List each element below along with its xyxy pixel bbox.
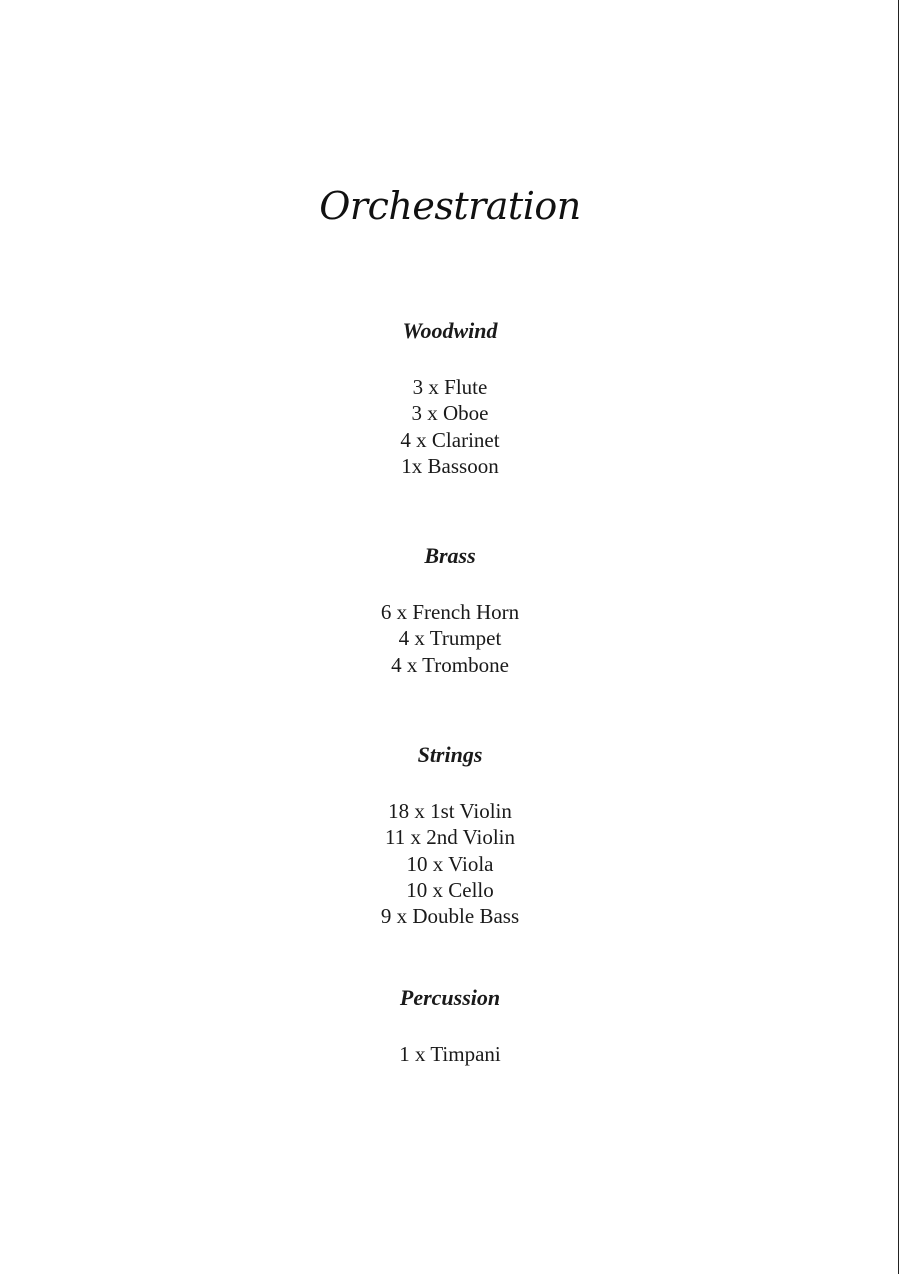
page-title: Orchestration xyxy=(319,184,581,228)
instrument-item: 1 x Timpani xyxy=(399,1042,501,1066)
section-percussion xyxy=(0,983,900,1067)
section-heading: Woodwind xyxy=(402,318,498,343)
instrument-item: 4 x Trumpet xyxy=(398,626,502,651)
instrument-item: 18 x 1st Violin xyxy=(388,799,512,823)
instrument-item: 3 x Oboe xyxy=(411,401,489,426)
instrument-item: 3 x Flute xyxy=(412,375,488,399)
section-heading: Percussion xyxy=(399,985,501,1010)
instrument-item: 9 x Double Bass xyxy=(380,904,520,929)
section-heading: Strings xyxy=(417,742,483,767)
instrument-item: 10 x Viola xyxy=(406,851,494,876)
section-heading: Brass xyxy=(424,543,476,568)
instrument-item: 4 x Trombone xyxy=(391,652,509,677)
section-woodwind xyxy=(0,316,900,479)
section-strings xyxy=(0,740,900,929)
instrument-item: 11 x 2nd Violin xyxy=(385,825,515,850)
instrument-item: 4 x Clarinet xyxy=(400,427,500,452)
section-brass xyxy=(0,541,900,678)
instrument-item: 6 x French Horn xyxy=(380,600,520,624)
instrument-item: 1x Bassoon xyxy=(401,453,499,478)
instrument-item: 10 x Cello xyxy=(406,877,494,902)
